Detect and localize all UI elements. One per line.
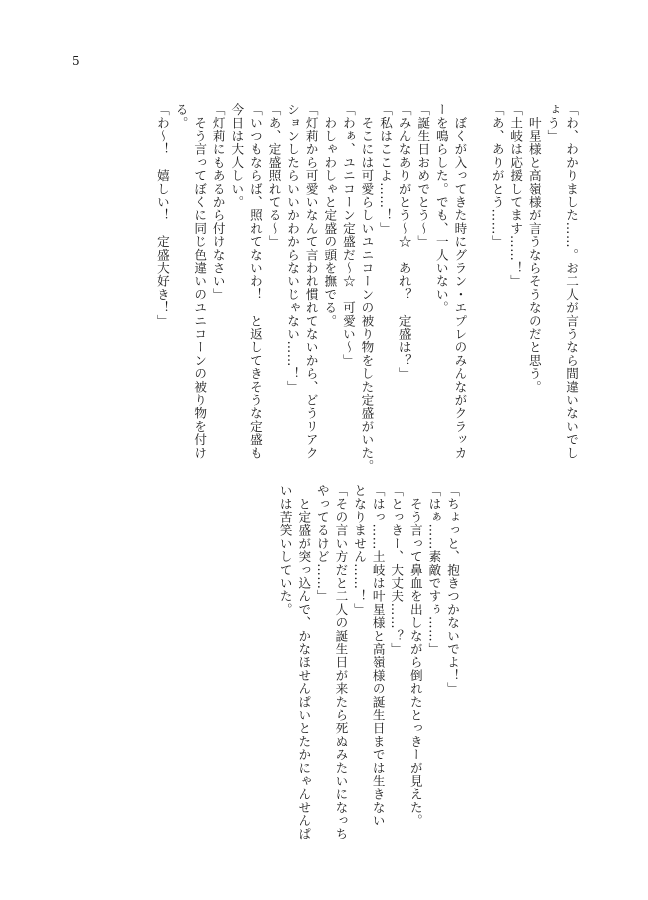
- text-line: 「灯莉にもあるから付けなさい」: [210, 103, 226, 301]
- text-line: 「誕生日おめでとう〜」: [415, 103, 431, 249]
- text-line: 「ちょっと、抱きつかないでよ！」: [445, 484, 460, 696]
- text-line: ーを鳴らした。でも、一人いない。: [433, 103, 449, 315]
- text-line: ょう」: [545, 103, 561, 143]
- text-line: る。: [173, 103, 189, 130]
- text-line: いは苦笑いしていた。: [277, 484, 293, 616]
- text-line: 「その言い方だと二人の誕生日が来たら死ぬみたいになっち: [333, 484, 349, 841]
- text-line: 「みんなありがとう〜☆ あれ？ 定盛は？」: [396, 103, 412, 381]
- text-line: 「はっ……土岐は叶星様と高嶺様の誕生日までは生きない: [370, 484, 386, 828]
- text-line: 「とっきー、大丈夫……？」: [389, 484, 405, 656]
- page-number: 5: [72, 54, 80, 68]
- text-line: 「灯莉から可愛いなんて言われ慣れてないから、どうリアク: [303, 103, 319, 460]
- text-line: 「わぁ、ユニコーン定盛だ〜☆ 可愛い〜」: [340, 103, 356, 367]
- text-line: そう言って鼻血を出しながら倒れたとっきーが見えた。: [407, 484, 423, 828]
- text-line: 「はぁ……素敵ですぅ……」: [426, 484, 442, 656]
- text-block-bottom: [275, 484, 461, 844]
- text-line: [468, 103, 487, 473]
- text-line: 「わ〜！ 嬉しい！ 定盛大好き！」: [154, 103, 170, 328]
- text-line: 「あ、ありがとう……」: [489, 103, 505, 249]
- text-line: 今日は大人しい。: [229, 103, 245, 209]
- text-line: 叶星様と高嶺様が言うならそうなのだと思う。: [526, 103, 542, 394]
- text-line: 「あ、定盛照れてる〜」: [266, 103, 282, 249]
- text-line: やってるけど……」: [314, 484, 330, 603]
- text-block-top: [152, 103, 580, 473]
- text-line: 「わ、わかりました……。お二人が言うなら間違いないでし: [564, 103, 579, 460]
- text-line: そう言ってぼくに同じ色違いのユニコーンの被り物を付け: [192, 103, 208, 460]
- text-line: 「私はここよ……！」: [378, 103, 394, 235]
- text-line: 「いつもならば、照れてないわ！ と返してきそうな定盛も: [247, 103, 263, 460]
- text-line: と定盛が突っ込んで、かなほせんぱいとたかにゃんせんぱ: [296, 484, 312, 841]
- text-line: 「土岐は応援してます……！」: [508, 103, 524, 288]
- text-line: となりません……！」: [352, 484, 368, 616]
- text-line: ぼくが入ってきた時にグラン・エプレのみんながクラッカ: [452, 103, 468, 460]
- text-line: ションしたらいいかわからないじゃない……！」: [285, 103, 301, 394]
- text-line: そこには可愛らしいユニコーンの被り物をした定盛がいた。: [359, 103, 375, 473]
- text-line: わしゃわしゃと定盛の頭を撫でる。: [322, 103, 338, 328]
